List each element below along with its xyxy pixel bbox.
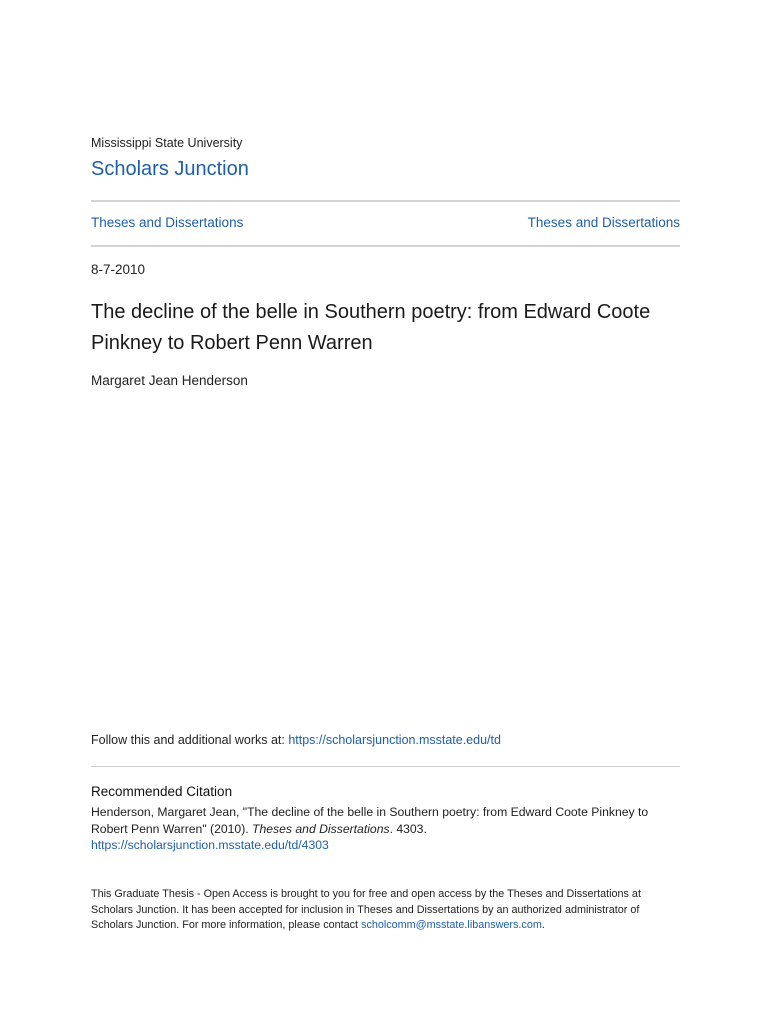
- citation-series: Theses and Dissertations: [252, 821, 390, 836]
- citation-text: [91, 804, 680, 854]
- repository-link[interactable]: Scholars Junction: [91, 158, 249, 180]
- publication-date: 8-7-2010: [91, 262, 146, 277]
- divider-series: [91, 245, 680, 247]
- follow-prefix: Follow this and additional works at:: [91, 733, 289, 747]
- document-author: Margaret Jean Henderson: [91, 373, 248, 388]
- divider-top: [91, 200, 680, 202]
- citation-link[interactable]: https://scholarsjunction.msstate.edu/td/4303: [91, 838, 329, 852]
- notice-end: .: [541, 919, 545, 931]
- follow-link[interactable]: https://scholarsjunction.msstate.edu/td: [288, 733, 501, 747]
- document-title: The decline of the belle in Southern poetry: from Edward Coote Pinkney to Robert Penn Warren: [91, 301, 651, 354]
- access-notice: [91, 887, 680, 934]
- divider-citation: [91, 766, 680, 767]
- institution-name: Mississippi State University: [91, 136, 243, 150]
- contact-email-link[interactable]: scholcomm@msstate.libanswers.com: [361, 919, 542, 931]
- notice-text: This Graduate Thesis - Open Access is brought to you for free and open access by the Theses and Dissertations at Scholars Junction. It has been accepted for inclusion in Theses and Dissertations by an authorized administrator of Scholars Junction. For more information, please contact: [91, 888, 641, 931]
- citation-heading: Recommended Citation: [91, 784, 233, 799]
- series-link-right[interactable]: Theses and Dissertations: [527, 215, 680, 230]
- follow-line: [91, 733, 501, 747]
- citation-number: . 4303.: [389, 821, 427, 836]
- citation-body: Henderson, Margaret Jean, "The decline of the belle in Southern poetry: from Edward Coote Pinkney to Robert Penn Warren" (2010).: [91, 805, 649, 836]
- series-link-left[interactable]: Theses and Dissertations: [91, 215, 244, 230]
